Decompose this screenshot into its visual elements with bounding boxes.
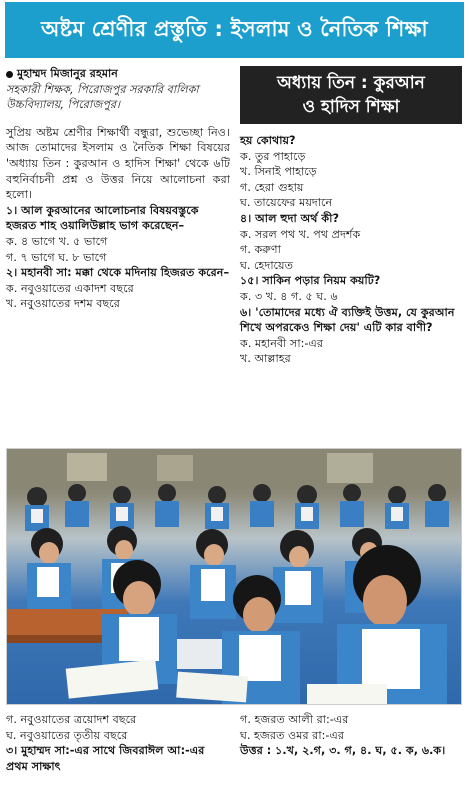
- question-option: গ. হেরা গুহায়: [240, 180, 304, 194]
- question-option: ঘ. হজরত ওমর রা:-এর: [240, 728, 345, 742]
- question-option: ক. তুর পাহাড়ে: [240, 149, 306, 163]
- question-continued: হয় কোথায়?: [240, 134, 296, 147]
- question-option: খ. সিনাই পাহাড়ে: [240, 165, 317, 179]
- question-option: ক. ৩ খ. ৪ গ. ৫ ঘ. ৬: [240, 289, 338, 303]
- question-option: ক. নবুওয়াতের একাদশ বছরে: [6, 281, 134, 295]
- author-block: [6, 66, 230, 113]
- question-5: ১৫। সাকিন পড়ার নিয়ম কয়টি?: [240, 274, 381, 288]
- banner-title: অষ্টম শ্রেণীর প্রস্তুতি : ইসলাম ও নৈতিক শিক্ষা: [41, 16, 428, 41]
- question-2: [6, 265, 230, 312]
- bottom-right-column: [240, 712, 462, 759]
- question-option: গ. ৭ ভাগে ঘ. ৮ ভাগে: [6, 250, 107, 264]
- question-option: ক. ৪ ভাগে খ. ৫ ভাগে: [6, 234, 108, 248]
- question-text: ২। মহানবী সা: মক্কা থেকে মদিনায় হিজরত করেন–: [6, 266, 230, 280]
- answer-key: উত্তর : ১.খ, ২.গ, ৩. গ, ৪. ঘ, ৫. ক, ৬.ক।: [240, 744, 446, 758]
- bottom-left-column: [6, 712, 230, 774]
- intro-paragraph: সুপ্রিয় অষ্টম শ্রেণীর শিক্ষার্থী বন্ধুরা, শুভেচ্ছা নিও। আজ তোমাদের ইসলাম ও নৈতিক শিক্ষা বিষয়ের 'অধ্যায় তিন : কুরআন ও হাদিস শিক্ষা' থেকে ৬টি বহুনির্বাচনী প্রশ্ন ও উত্তর নিয়ে আলোচনা করা হলো।: [6, 125, 230, 202]
- page-banner: [5, 2, 464, 58]
- question-option: খ. আল্লাহর: [240, 352, 291, 366]
- question-6: ৬। 'তোমাদের মধ্যে ঐ ব্যক্তিই উত্তম, যে কুরআন শিখে অপরকেও শিক্ষা দেয়' এটি কার বাণী?: [240, 305, 455, 335]
- question-3: ৩। মুহাম্মদ সা:-এর সাথে জিবরাঈল আ:-এর প্রথম সাক্ষাৎ: [6, 744, 205, 773]
- author-name: মুহাম্মদ মিজানুর রহমান: [17, 67, 118, 80]
- question-1: [6, 203, 230, 265]
- question-option: ঘ. হেদায়েত: [240, 258, 294, 272]
- left-column: [6, 66, 230, 312]
- question-4: ৪। আল হুদা অর্থ কী?: [240, 211, 339, 225]
- question-option: গ. হজরত আলী রা:-এর: [240, 713, 349, 726]
- question-option: গ. করুণা: [240, 243, 281, 257]
- students-exam-photo: [6, 448, 462, 705]
- question-option: ক. মহানবী সা:-এর: [240, 336, 324, 350]
- question-text: ১। আল কুরআনের আলোচনার বিষয়বস্তুকে হজরত শাহ ওয়ালিউল্লাহ ভাগ করেছেন–: [6, 203, 199, 233]
- question-option: গ. নবুওয়াতের ত্রয়োদশ বছরে: [6, 713, 137, 726]
- chapter-line-2: ও হাদিস শিক্ষা: [302, 97, 400, 117]
- bullet-icon: [6, 71, 13, 78]
- question-option: ঘ. তায়েফের ময়দানে: [240, 196, 333, 210]
- question-option: খ. নবুওয়াতের দশম বছরে: [6, 297, 120, 311]
- right-column: [240, 66, 462, 367]
- chapter-line-1: অধ্যায় তিন : কুরআন: [277, 73, 425, 93]
- author-role: সহকারী শিক্ষক, পিরোজপুর সরকারি বালিকা উচ্চবিদ্যালয়, পিরোজপুর।: [6, 82, 199, 112]
- chapter-heading: [240, 66, 462, 124]
- question-option: ক. সরল পথ খ. পথ প্রদর্শক: [240, 227, 361, 241]
- question-option: ঘ. নবুওয়াতের তৃতীয় বছরে: [6, 728, 128, 742]
